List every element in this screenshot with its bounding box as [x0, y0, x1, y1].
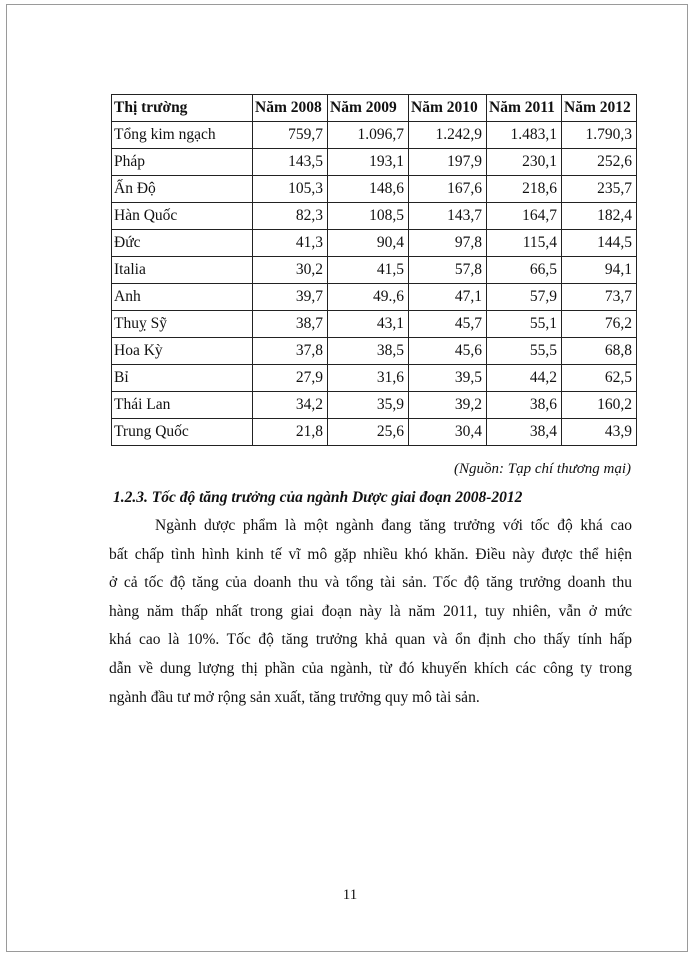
market-name: Thái Lan [112, 392, 253, 419]
value-cell: 41,5 [328, 257, 409, 284]
value-cell: 49.,6 [328, 284, 409, 311]
value-cell: 759,7 [253, 122, 328, 149]
value-cell: 108,5 [328, 203, 409, 230]
value-cell: 1.483,1 [487, 122, 562, 149]
value-cell: 105,3 [253, 176, 328, 203]
paragraph-line: Ngành dược phẩm là một ngành đang tăng trưởng với tốc độ khá cao [155, 517, 632, 534]
value-cell: 62,5 [562, 365, 637, 392]
market-name: Pháp [112, 149, 253, 176]
value-cell: 21,8 [253, 419, 328, 446]
value-cell: 182,4 [562, 203, 637, 230]
value-cell: 41,3 [253, 230, 328, 257]
paragraph-line: dẫn về dung lượng thị phần của ngành, từ đó khuyến khích các công ty trong [109, 659, 632, 677]
header-market: Thị trường [112, 95, 253, 122]
value-cell: 45,7 [409, 311, 487, 338]
value-cell: 197,9 [409, 149, 487, 176]
paragraph-line: hàng năm thấp nhất trong giai đoạn này là năm 2011, tuy nhiên, vẫn ở mức [109, 602, 632, 620]
value-cell: 160,2 [562, 392, 637, 419]
value-cell: 143,7 [409, 203, 487, 230]
table-row [112, 392, 637, 419]
section-heading: 1.2.3. Tốc độ tăng trưởng của ngành Dược giai đoạn 2008-2012 [113, 489, 523, 506]
value-cell: 1.790,3 [562, 122, 637, 149]
value-cell: 38,6 [487, 392, 562, 419]
value-cell: 115,4 [487, 230, 562, 257]
value-cell: 164,7 [487, 203, 562, 230]
value-cell: 38,5 [328, 338, 409, 365]
market-name: Trung Quốc [112, 419, 253, 446]
header-2008: Năm 2008 [253, 95, 328, 122]
market-name: Italia [112, 257, 253, 284]
value-cell: 39,2 [409, 392, 487, 419]
value-cell: 68,8 [562, 338, 637, 365]
market-name: Thuỵ Sỹ [112, 311, 253, 338]
value-cell: 57,8 [409, 257, 487, 284]
value-cell: 55,1 [487, 311, 562, 338]
market-name: Ấn Độ [112, 176, 253, 203]
table-row [112, 311, 637, 338]
value-cell: 193,1 [328, 149, 409, 176]
value-cell: 235,7 [562, 176, 637, 203]
table-header-row [112, 95, 637, 122]
value-cell: 45,6 [409, 338, 487, 365]
value-cell: 37,8 [253, 338, 328, 365]
value-cell: 55,5 [487, 338, 562, 365]
value-cell: 73,7 [562, 284, 637, 311]
page-number: 11 [342, 887, 358, 903]
value-cell: 31,6 [328, 365, 409, 392]
market-table [111, 94, 637, 446]
table-row [112, 230, 637, 257]
market-name: Hàn Quốc [112, 203, 253, 230]
body-paragraph [109, 512, 632, 712]
value-cell: 39,5 [409, 365, 487, 392]
table-row [112, 203, 637, 230]
market-name: Hoa Kỳ [112, 338, 253, 365]
value-cell: 76,2 [562, 311, 637, 338]
value-cell: 30,4 [409, 419, 487, 446]
header-2009: Năm 2009 [328, 95, 409, 122]
value-cell: 43,1 [328, 311, 409, 338]
value-cell: 34,2 [253, 392, 328, 419]
paragraph-line: bất chấp tình hình kinh tế vĩ mô gặp nhiều khó khăn. Điều này được thể hiện [109, 545, 632, 563]
value-cell: 143,5 [253, 149, 328, 176]
value-cell: 38,4 [487, 419, 562, 446]
header-2011: Năm 2011 [487, 95, 562, 122]
value-cell: 144,5 [562, 230, 637, 257]
value-cell: 38,7 [253, 311, 328, 338]
value-cell: 90,4 [328, 230, 409, 257]
table-row [112, 365, 637, 392]
value-cell: 167,6 [409, 176, 487, 203]
value-cell: 30,2 [253, 257, 328, 284]
value-cell: 148,6 [328, 176, 409, 203]
value-cell: 230,1 [487, 149, 562, 176]
value-cell: 47,1 [409, 284, 487, 311]
value-cell: 27,9 [253, 365, 328, 392]
market-name: Anh [112, 284, 253, 311]
market-name: Bỉ [112, 365, 253, 392]
table-source: (Nguồn: Tạp chí thương mại) [453, 461, 631, 477]
value-cell: 39,7 [253, 284, 328, 311]
table-row [112, 176, 637, 203]
value-cell: 252,6 [562, 149, 637, 176]
table-row [112, 149, 637, 176]
market-name: Tổng kim ngạch [112, 122, 253, 149]
value-cell: 44,2 [487, 365, 562, 392]
table-row [112, 257, 637, 284]
table-row [112, 122, 637, 149]
header-2012: Năm 2012 [562, 95, 637, 122]
value-cell: 1.096,7 [328, 122, 409, 149]
table-row [112, 419, 637, 446]
paragraph-line: khá cao là 10%. Tốc độ tăng trưởng khả quan và ổn định cho thấy tính hấp [109, 631, 632, 649]
header-2010: Năm 2010 [409, 95, 487, 122]
value-cell: 66,5 [487, 257, 562, 284]
market-name: Đức [112, 230, 253, 257]
value-cell: 82,3 [253, 203, 328, 230]
value-cell: 1.242,9 [409, 122, 487, 149]
value-cell: 218,6 [487, 176, 562, 203]
paragraph-line: ở cả tốc độ tăng của doanh thu và tổng tài sản. Tốc độ tăng trưởng doanh thu [109, 574, 632, 592]
value-cell: 43,9 [562, 419, 637, 446]
value-cell: 57,9 [487, 284, 562, 311]
table-row [112, 338, 637, 365]
value-cell: 94,1 [562, 257, 637, 284]
table-row [112, 284, 637, 311]
value-cell: 25,6 [328, 419, 409, 446]
value-cell: 35,9 [328, 392, 409, 419]
value-cell: 97,8 [409, 230, 487, 257]
paragraph-line: ngành đầu tư mở rộng sản xuất, tăng trưởng quy mô tài sản. [109, 688, 480, 706]
